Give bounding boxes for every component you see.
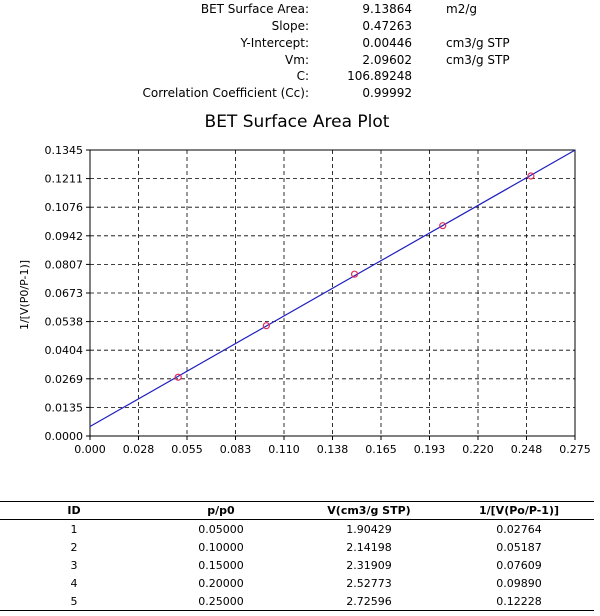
y-tick-label: 0.0000	[44, 430, 83, 443]
stat-unit: cm3/g STP	[446, 53, 510, 67]
table-row	[0, 538, 594, 556]
stat-unit: m2/g	[446, 2, 477, 16]
cell: 0.09890	[496, 576, 542, 590]
stat-value: 9.13864	[362, 2, 412, 16]
cell: 0.05187	[496, 540, 542, 554]
cell: 5	[70, 594, 78, 608]
fit-line-group	[90, 150, 575, 426]
cell: 0.10000	[198, 540, 244, 554]
cell: 0.15000	[198, 558, 244, 572]
stat-label: Vm:	[285, 53, 309, 67]
chart-title: BET Surface Area Plot	[204, 112, 390, 132]
y-tick-label: 0.1345	[44, 144, 83, 157]
stat-value: 106.89248	[347, 69, 412, 83]
x-tick-label: 0.110	[268, 443, 300, 456]
cell: 1.90429	[346, 522, 392, 536]
cell: 0.02764	[496, 522, 542, 536]
x-tick-label: 0.028	[122, 443, 155, 456]
table-row	[0, 574, 594, 592]
y-tick-label: 0.1211	[44, 172, 83, 186]
cell: 2.72596	[346, 594, 392, 608]
cell: 0.20000	[198, 576, 244, 590]
cell: 2.52773	[346, 576, 392, 590]
cell: 2.31909	[346, 558, 392, 572]
x-tick-label: 0.248	[510, 443, 543, 456]
stat-label: C:	[296, 69, 309, 83]
stat-value: 0.47263	[362, 19, 412, 33]
cell: 2.14198	[346, 540, 392, 554]
col-header-bet: 1/[V(Po/P-1)]	[478, 504, 560, 517]
cell: 1	[70, 522, 78, 536]
col-header-v: V(cm3/g STP)	[327, 504, 411, 517]
x-tick-label: 0.220	[462, 443, 494, 456]
cell: 3	[70, 558, 78, 572]
stat-value: 0.00446	[362, 36, 412, 50]
table-row	[0, 556, 594, 574]
y-tick-label: 0.0269	[44, 372, 83, 386]
cell: 4	[70, 576, 78, 590]
stat-value: 2.09602	[362, 53, 412, 67]
stat-label: BET Surface Area:	[200, 2, 309, 16]
x-tick-label: 0.275	[559, 443, 591, 456]
x-tick-label: 0.138	[316, 443, 349, 456]
cell: 0.05000	[198, 522, 244, 536]
stat-unit: cm3/g STP	[446, 36, 510, 50]
stat-label: Correlation Coefficient (Cc):	[142, 86, 309, 100]
y-axis-label: 1/[V(P0/P-1)]	[18, 259, 31, 331]
grid	[90, 150, 575, 436]
cell: 0.25000	[198, 594, 244, 608]
col-header-id: ID	[67, 504, 81, 517]
cell: 0.12228	[496, 594, 542, 608]
y-axis	[45, 144, 91, 443]
table-row	[0, 592, 594, 611]
x-tick-label: 0.055	[171, 443, 203, 456]
y-tick-label: 0.0135	[44, 401, 83, 415]
y-tick-label: 0.0673	[44, 287, 83, 300]
x-tick-label: 0.193	[413, 443, 446, 456]
x-axis	[74, 436, 591, 456]
stat-value: 0.99992	[362, 86, 412, 100]
fit-line	[90, 150, 575, 426]
stat-label: Y-Intercept:	[240, 36, 309, 50]
cell: 2	[70, 540, 78, 554]
y-tick-label: 0.1076	[44, 201, 83, 215]
y-tick-label: 0.0404	[44, 344, 83, 358]
col-header-pp0: p/p0	[207, 504, 235, 517]
x-tick-label: 0.165	[365, 443, 397, 456]
x-tick-label: 0.000	[74, 443, 106, 456]
stat-label: Slope:	[271, 19, 309, 33]
y-tick-label: 0.0538	[44, 315, 83, 329]
y-tick-label: 0.0942	[44, 229, 83, 243]
results-table	[0, 501, 594, 611]
table-header-row	[0, 502, 594, 520]
table-row	[0, 520, 594, 539]
x-tick-label: 0.083	[219, 443, 252, 456]
y-tick-label: 0.0807	[44, 258, 83, 272]
cell: 0.07609	[496, 558, 542, 572]
